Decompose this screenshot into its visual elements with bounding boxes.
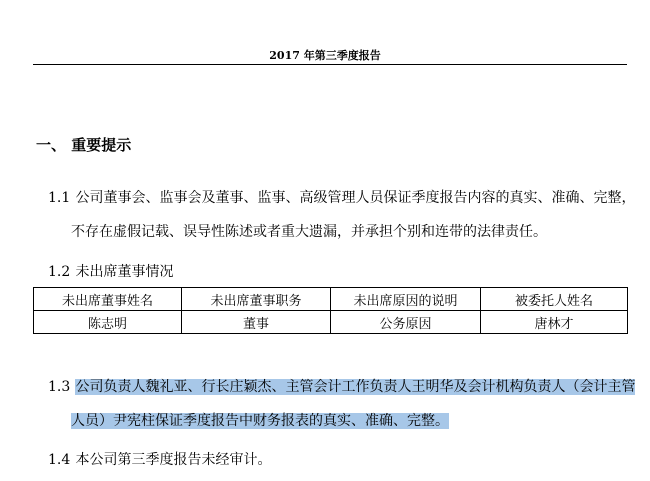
table-header-cell: 未出席董事职务 bbox=[182, 288, 331, 311]
table-cell: 董事 bbox=[182, 311, 331, 334]
item-1-4 bbox=[48, 443, 634, 477]
item-number: 1.1 bbox=[48, 190, 71, 206]
item-text: 未出席董事情况 bbox=[75, 264, 174, 280]
table-cell: 唐林才 bbox=[481, 311, 628, 334]
item-number: 1.2 bbox=[48, 264, 71, 280]
absent-directors-table bbox=[33, 287, 628, 334]
table-cell: 陈志明 bbox=[34, 311, 182, 334]
table-row bbox=[34, 311, 628, 334]
item-1-1 bbox=[48, 181, 634, 249]
table-header-cell: 被委托人姓名 bbox=[481, 288, 628, 311]
item-1-2 bbox=[48, 255, 634, 289]
item-text-line1: 公司董事会、监事会及董事、监事、高级管理人员保证季度报告内容的真实、准确、完整， bbox=[75, 190, 636, 206]
table-header-cell: 未出席原因的说明 bbox=[331, 288, 481, 311]
item-number: 1.4 bbox=[48, 452, 71, 468]
table-header-row bbox=[34, 288, 628, 311]
section-title: 一、 重要提示 bbox=[36, 136, 132, 154]
table-cell: 公务原因 bbox=[331, 311, 481, 334]
table-header-cell: 未出席董事姓名 bbox=[34, 288, 182, 311]
item-text: 本公司第三季度报告未经审计。 bbox=[75, 452, 272, 468]
highlighted-text-line1[interactable]: 公司负责人魏礼亚、行长庄颖杰、主管会计工作负责人王明华及会计机构负责人（会计主管 bbox=[75, 379, 636, 395]
item-1-3 bbox=[48, 370, 634, 438]
item-text-line2: 不存在虚假记载、误导性陈述或者重大遗漏，并承担个别和连带的法律责任。 bbox=[71, 224, 547, 240]
item-number: 1.3 bbox=[48, 379, 71, 395]
highlighted-text-line2[interactable]: 人员）尹宪柱保证季度报告中财务报表的真实、准确、完整。 bbox=[71, 413, 449, 429]
header-divider bbox=[33, 64, 627, 65]
report-header-title: 2017 年第三季度报告 bbox=[269, 49, 381, 62]
